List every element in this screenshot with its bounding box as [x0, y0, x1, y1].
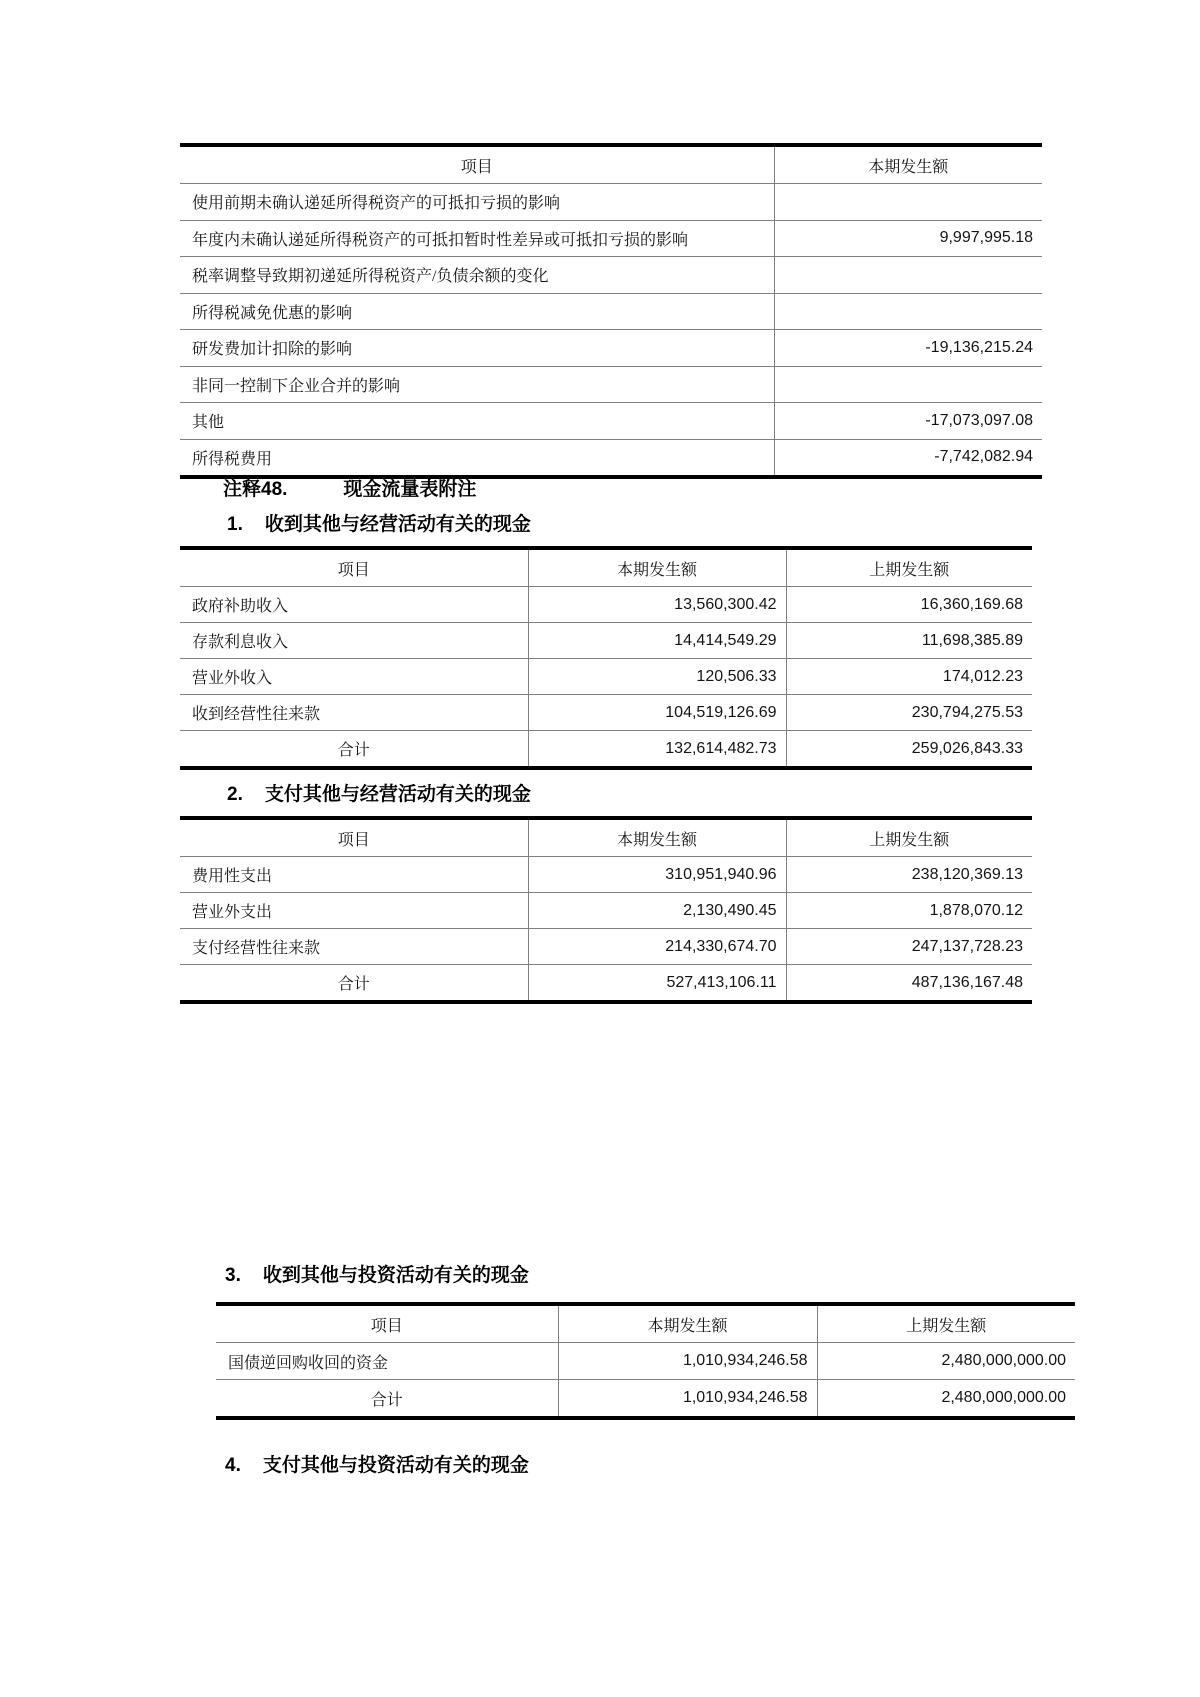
cell-item: 所得税减免优惠的影响 — [180, 293, 774, 330]
table-row — [180, 257, 1042, 294]
table-row — [180, 184, 1042, 221]
cell-item: 营业外收入 — [180, 659, 528, 695]
table-row — [180, 929, 1032, 965]
cell-prior: 259,026,843.33 — [786, 731, 1032, 769]
section1-table — [180, 546, 1032, 770]
cell-current: 120,506.33 — [528, 659, 786, 695]
col-header-item: 项目 — [180, 548, 528, 587]
cell-item: 其他 — [180, 403, 774, 440]
section3-number: 3. — [225, 1265, 241, 1286]
cell-current: 132,614,482.73 — [528, 731, 786, 769]
table-header-row — [180, 548, 1032, 587]
cell-current: 9,997,995.18 — [774, 220, 1042, 257]
cell-total-label: 合计 — [180, 965, 528, 1003]
cell-item: 非同一控制下企业合并的影响 — [180, 366, 774, 403]
total-row — [180, 965, 1032, 1003]
cell-current: 1,010,934,246.58 — [558, 1380, 817, 1419]
table-row — [180, 403, 1042, 440]
cell-current: -7,742,082.94 — [774, 439, 1042, 477]
table-row — [180, 293, 1042, 330]
cell-current: 1,010,934,246.58 — [558, 1343, 817, 1380]
table-row — [180, 330, 1042, 367]
cell-prior: 2,480,000,000.00 — [817, 1343, 1075, 1380]
col-header-item: 项目 — [180, 818, 528, 857]
cell-current: -19,136,215.24 — [774, 330, 1042, 367]
cell-current: 104,519,126.69 — [528, 695, 786, 731]
cell-prior: 16,360,169.68 — [786, 587, 1032, 623]
cell-current: 14,414,549.29 — [528, 623, 786, 659]
cell-current — [774, 257, 1042, 294]
cell-current: -17,073,097.08 — [774, 403, 1042, 440]
cell-item: 存款利息收入 — [180, 623, 528, 659]
section2-table — [180, 816, 1032, 1004]
cell-current: 527,413,106.11 — [528, 965, 786, 1003]
section1-number: 1. — [227, 514, 243, 535]
cell-current: 214,330,674.70 — [528, 929, 786, 965]
cell-prior: 230,794,275.53 — [786, 695, 1032, 731]
cell-item: 收到经营性往来款 — [180, 695, 528, 731]
section3-heading — [225, 1260, 529, 1287]
cell-prior: 11,698,385.89 — [786, 623, 1032, 659]
cell-current — [774, 366, 1042, 403]
col-header-item: 项目 — [180, 145, 774, 184]
total-row — [216, 1380, 1075, 1419]
cell-prior: 1,878,070.12 — [786, 893, 1032, 929]
section4-title: 支付其他与投资活动有关的现金 — [262, 1455, 529, 1476]
col-header-item: 项目 — [216, 1304, 558, 1343]
table-row — [180, 659, 1032, 695]
cell-item: 国债逆回购收回的资金 — [216, 1343, 558, 1380]
cell-item: 税率调整导致期初递延所得税资产/负债余额的变化 — [180, 257, 774, 294]
cell-current — [774, 293, 1042, 330]
col-header-prior: 上期发生额 — [817, 1304, 1075, 1343]
cell-item: 研发费加计扣除的影响 — [180, 330, 774, 367]
cell-item: 费用性支出 — [180, 857, 528, 893]
table-row — [180, 439, 1042, 477]
note48-title: 现金流量表附注 — [343, 479, 477, 500]
table-row — [180, 366, 1042, 403]
income-tax-table — [180, 143, 1042, 479]
table-row — [180, 220, 1042, 257]
table-header-row — [216, 1304, 1075, 1343]
note48-heading — [223, 474, 476, 501]
cell-prior: 247,137,728.23 — [786, 929, 1032, 965]
table-row — [180, 857, 1032, 893]
cell-item: 所得税费用 — [180, 439, 774, 477]
cell-item: 支付经营性往来款 — [180, 929, 528, 965]
total-row — [180, 731, 1032, 769]
cell-prior: 487,136,167.48 — [786, 965, 1032, 1003]
section3-table — [216, 1302, 1075, 1420]
cell-current: 310,951,940.96 — [528, 857, 786, 893]
col-header-prior: 上期发生额 — [786, 818, 1032, 857]
section1-title: 收到其他与经营活动有关的现金 — [264, 514, 531, 535]
cell-item: 政府补助收入 — [180, 587, 528, 623]
cell-total-label: 合计 — [180, 731, 528, 769]
cell-current — [774, 184, 1042, 221]
section2-heading — [227, 779, 531, 806]
col-header-current: 本期发生额 — [528, 818, 786, 857]
section2-number: 2. — [227, 784, 243, 805]
table-row — [216, 1343, 1075, 1380]
col-header-current: 本期发生额 — [558, 1304, 817, 1343]
cell-total-label: 合计 — [216, 1380, 558, 1419]
table-row — [180, 587, 1032, 623]
table-row — [180, 695, 1032, 731]
cell-current: 13,560,300.42 — [528, 587, 786, 623]
table-row — [180, 893, 1032, 929]
col-header-prior: 上期发生额 — [786, 548, 1032, 587]
section4-heading — [225, 1450, 529, 1477]
col-header-current: 本期发生额 — [774, 145, 1042, 184]
cell-item: 使用前期未确认递延所得税资产的可抵扣亏损的影响 — [180, 184, 774, 221]
section2-title: 支付其他与经营活动有关的现金 — [264, 784, 531, 805]
col-header-current: 本期发生额 — [528, 548, 786, 587]
section1-heading — [227, 509, 531, 536]
section3-title: 收到其他与投资活动有关的现金 — [262, 1265, 529, 1286]
table-header-row — [180, 818, 1032, 857]
table-row — [180, 623, 1032, 659]
cell-item: 营业外支出 — [180, 893, 528, 929]
cell-current: 2,130,490.45 — [528, 893, 786, 929]
table-header-row — [180, 145, 1042, 184]
note48-label: 注释48. — [223, 479, 288, 500]
cell-prior: 2,480,000,000.00 — [817, 1380, 1075, 1419]
cell-item: 年度内未确认递延所得税资产的可抵扣暂时性差异或可抵扣亏损的影响 — [180, 220, 774, 257]
cell-prior: 174,012.23 — [786, 659, 1032, 695]
cell-prior: 238,120,369.13 — [786, 857, 1032, 893]
section4-number: 4. — [225, 1455, 241, 1476]
